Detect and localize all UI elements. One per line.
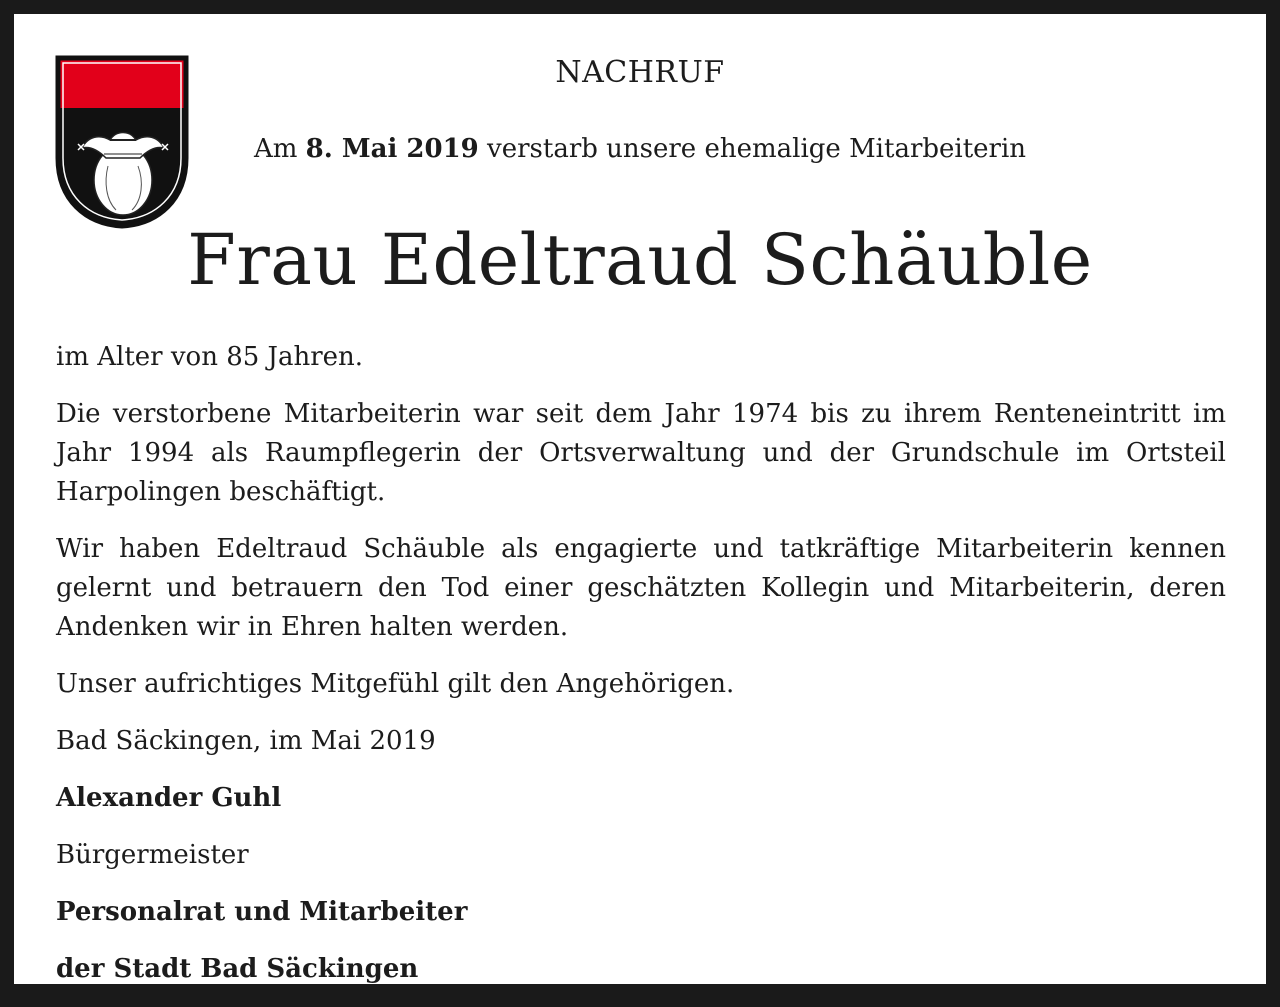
organization-line-2: der Stadt Bad Säckingen: [56, 954, 419, 984]
place-date-line: Bad Säckingen, im Mai 2019: [56, 726, 436, 756]
death-date: 8. Mai 2019: [305, 134, 479, 164]
announcement-post: verstarb unsere ehemalige Mitarbeiterin: [478, 134, 1027, 164]
announcement-pre: Am: [253, 134, 306, 164]
notice-body: [56, 338, 1226, 1007]
organization-line-1: Personalrat und Mitarbeiter: [56, 897, 468, 927]
signatory-title: Bürgermeister: [56, 840, 249, 870]
tribute-paragraph: Wir haben Edeltraud Schäuble als engagierte und tatkräftige Mitarbeiterin kennen gelernt und betrauern den Tod einer geschätzten Kollegin und Mitarbeiterin, deren Andenken wir in Ehren halten werden.: [56, 534, 1226, 642]
condolence-paragraph: Unser aufrichtiges Mitgefühl gilt den Angehörigen.: [56, 669, 735, 699]
deceased-name: Frau Edeltraud Schäuble: [187, 219, 1093, 301]
obituary-notice: [14, 14, 1266, 984]
career-paragraph: Die verstorbene Mitarbeiterin war seit dem Jahr 1974 bis zu ihrem Renteneintritt im Jahr 1994 als Raumpflegerin der Ortsverwaltung und der Grundschule im Ortsteil Harpolingen beschäftigt.: [56, 399, 1226, 507]
death-announcement: [14, 134, 1266, 164]
notice-heading: NACHRUF: [555, 55, 725, 90]
signatory-name: Alexander Guhl: [56, 783, 282, 813]
age-paragraph: im Alter von 85 Jahren.: [56, 342, 364, 372]
